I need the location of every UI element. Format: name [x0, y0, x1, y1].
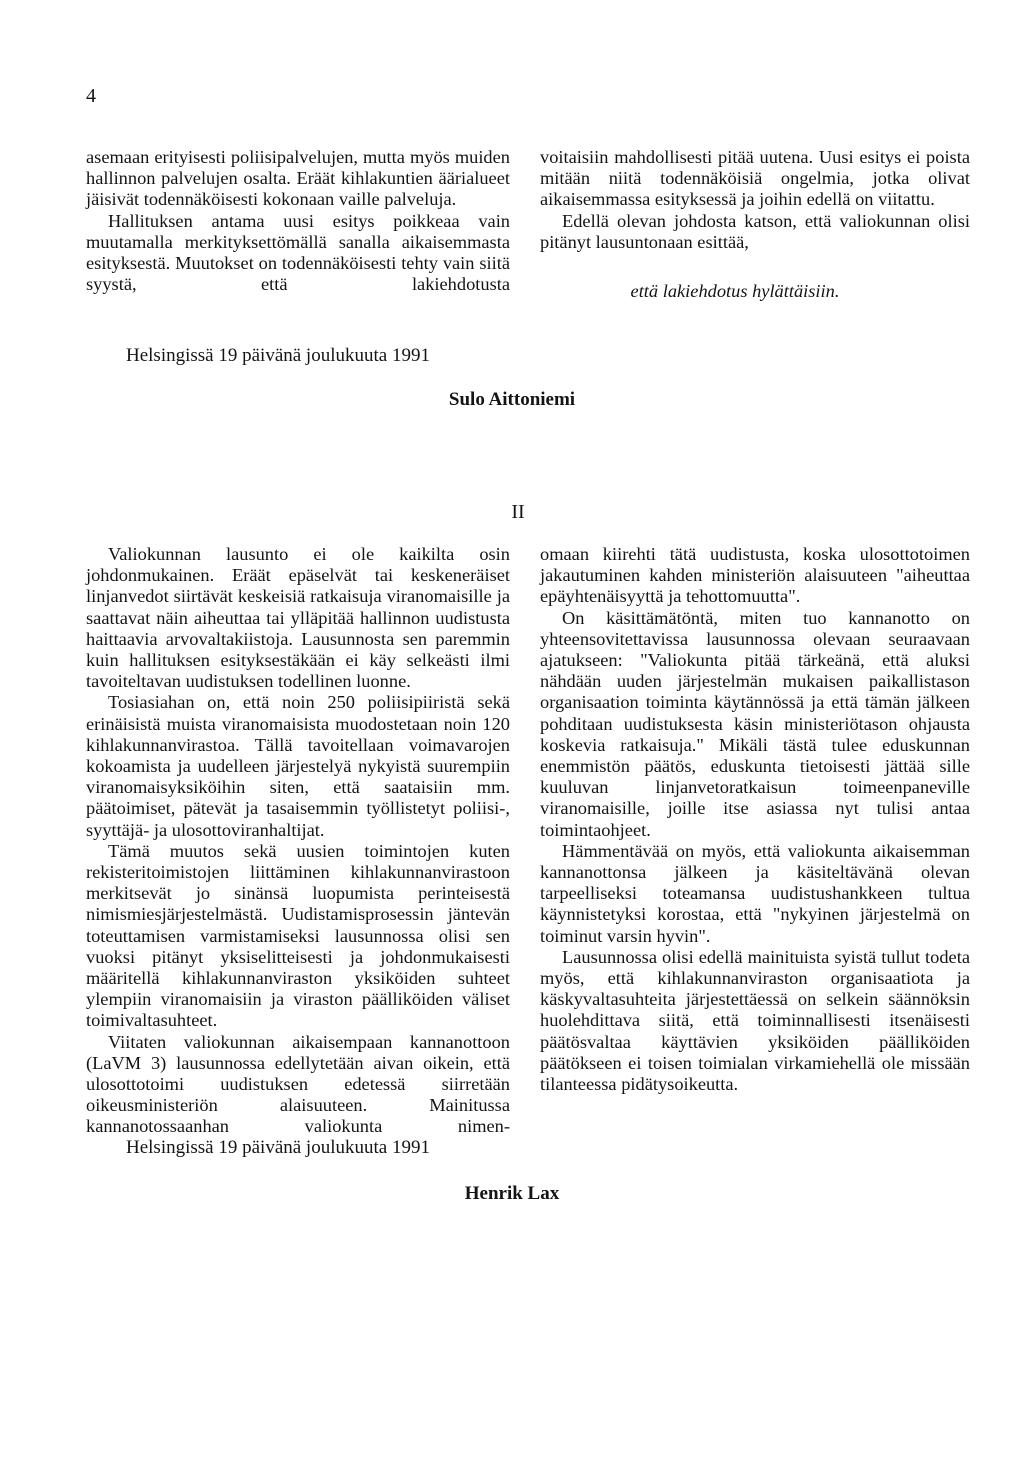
paragraph: voitaisiin mahdollisesti pitää uutena. Uusi esitys ei poista mitään niitä todennäköisiä ongelmia, jotka olivat aikaisemmassa esityksessä ja joihin edellä on viitattu. [540, 147, 970, 210]
statement-1-left-column [86, 147, 510, 295]
paragraph: Edellä olevan johdosta katson, että valiokunnan olisi pitänyt lausuntonaan esittää, [540, 210, 970, 252]
statement-2-right-column [540, 544, 970, 1095]
paragraph: Hämmentävää on myös, että valiokunta aikaisemman kannanottonsa jälkeen ja käsiteltävänä olevan tarpeelliseksi toteamansa uudistushankkeen tultua käynnistetyksi korostaa, että "nykyinen järjestelmä on toiminut varsin hyvin". [540, 840, 970, 946]
statement-1-right-column [540, 147, 970, 302]
paragraph: Lausunnossa olisi edellä mainituista syistä tullut todeta myös, että kihlakunnanviraston organisaatiota ja käskyvaltasuhteita järjestettäessä on selkein säännöksin huolehdittava siitä, että toiminnallisesti itsenäisesti päätösvaltaa käyttävien yksiköiden päälliköiden päätökseen ei toisen toimialan virkamiehellä ole missään tilanteessa pidätysoikeutta. [540, 946, 970, 1095]
paragraph: On käsittämätöntä, miten tuo kannanotto on yhteensovitettavissa lausunnossa olevaan seuraavaan ajatukseen: "Valiokunta pitää tärkeänä, että aluksi nähdään uuden järjestelmän mukaisen paikallistason organisaation toiminta käytännössä ja että tämän jälkeen pohditaan uudistuksesta käsin ministeriötason ohjausta koskevia ratkaisuja." Mikäli tästä tulee eduskunnan enemmistön päätös, eduskunta tietoisesti jättää sille kuuluvan linjanvetoratkaisun toimeenpaneville viranomaisille, joille itse asiassa nyt tulisi antaa toimintaohjeet. [540, 607, 970, 840]
paragraph: Valiokunnan lausunto ei ole kaikilta osin johdonmukainen. Eräät epäselvät tai keskeneräiset linjanvedot siirtävät keskeisiä ratkaisuja viranomaisille ja saattavat näin aiheuttaa tai ylläpitää hallinnon uudistusta haittaavia arvovaltakiistoja. Lausunnosta sen paremmin kuin hallituksen esityksestäkään ei käy selkeästi ilmi tavoiteltavan uudistuksen todellinen luonne. [86, 544, 510, 692]
place-date: Helsingissä 19 päivänä joulukuuta 1991 [126, 1137, 430, 1158]
section-numeral: II [511, 501, 525, 523]
conclusion: että lakiehdotus hylättäisiin. [630, 281, 840, 302]
paragraph: omaan kiirehti tätä uudistusta, koska ulosottotoimen jakautuminen kahden ministeriön alaisuuteen "aiheuttaa epäyhtenäisyyttä ja tehottomuutta". [540, 544, 970, 607]
paragraph: Hallituksen antama uusi esitys poikkeaa vain muutamalla merkityksettömällä sanalla aikaisemmasta esityksestä. Muutokset on todennäköisesti tehty vain siitä syystä, että lakiehdotusta [86, 210, 510, 295]
paragraph: Tosiasiahan on, että noin 250 poliisipiiristä sekä erinäisistä muista viranomaisista muodostetaan noin 120 kihlakunnanvirastoa. Tällä tavoitellaan voimavarojen kokoamista ja uudelleen järjestelyä nykyistä suurempiin viranomaisyksiköihin siten, että saataisiin mm. päätoimiset, pätevät ja tasaisemmin työllistetyt poliisi-, syyttäjä- ja ulosottoviranhaltijat. [86, 692, 510, 840]
paragraph: asemaan erityisesti poliisipalvelujen, mutta myös muiden hallinnon palvelujen osalta. Eräät kihlakuntien äärialueet jäisivät todennäköisesti kokonaan vaille palveluja. [86, 147, 510, 210]
page-number: 4 [86, 85, 96, 107]
paragraph: Viitaten valiokunnan aikaisempaan kannanottoon (LaVM 3) lausunnossa edellytetään aivan oikein, että ulosottotoimi uudistuksen edetessä siirretään oikeusministeriön alaisuuteen. Mainitussa kannanotossaanhan valiokunta nimen- [86, 1031, 510, 1137]
statement-2-left-column [86, 544, 510, 1138]
signature: Sulo Aittoniemi [448, 389, 576, 410]
place-date: Helsingissä 19 päivänä joulukuuta 1991 [126, 345, 430, 366]
paragraph: Tämä muutos sekä uusien toimintojen kuten rekisteritoimistojen liittäminen kihlakunnanvirastoon merkitsevät jo sinänsä luopumista perinteisestä nimismiesjärjestelmästä. Uudistamisprosessin jäntevän toteuttamisen varmistamiseksi lausunnossa olisi sen vuoksi pitänyt yksiselitteisesti ja johdonmukaisesti määritellä kihlakunnanviraston yksiköiden suhteet ylempiin viranomaisiin ja viraston päälliköiden väliset toimivaltasuhteet. [86, 840, 510, 1031]
signature: Henrik Lax [464, 1183, 560, 1204]
